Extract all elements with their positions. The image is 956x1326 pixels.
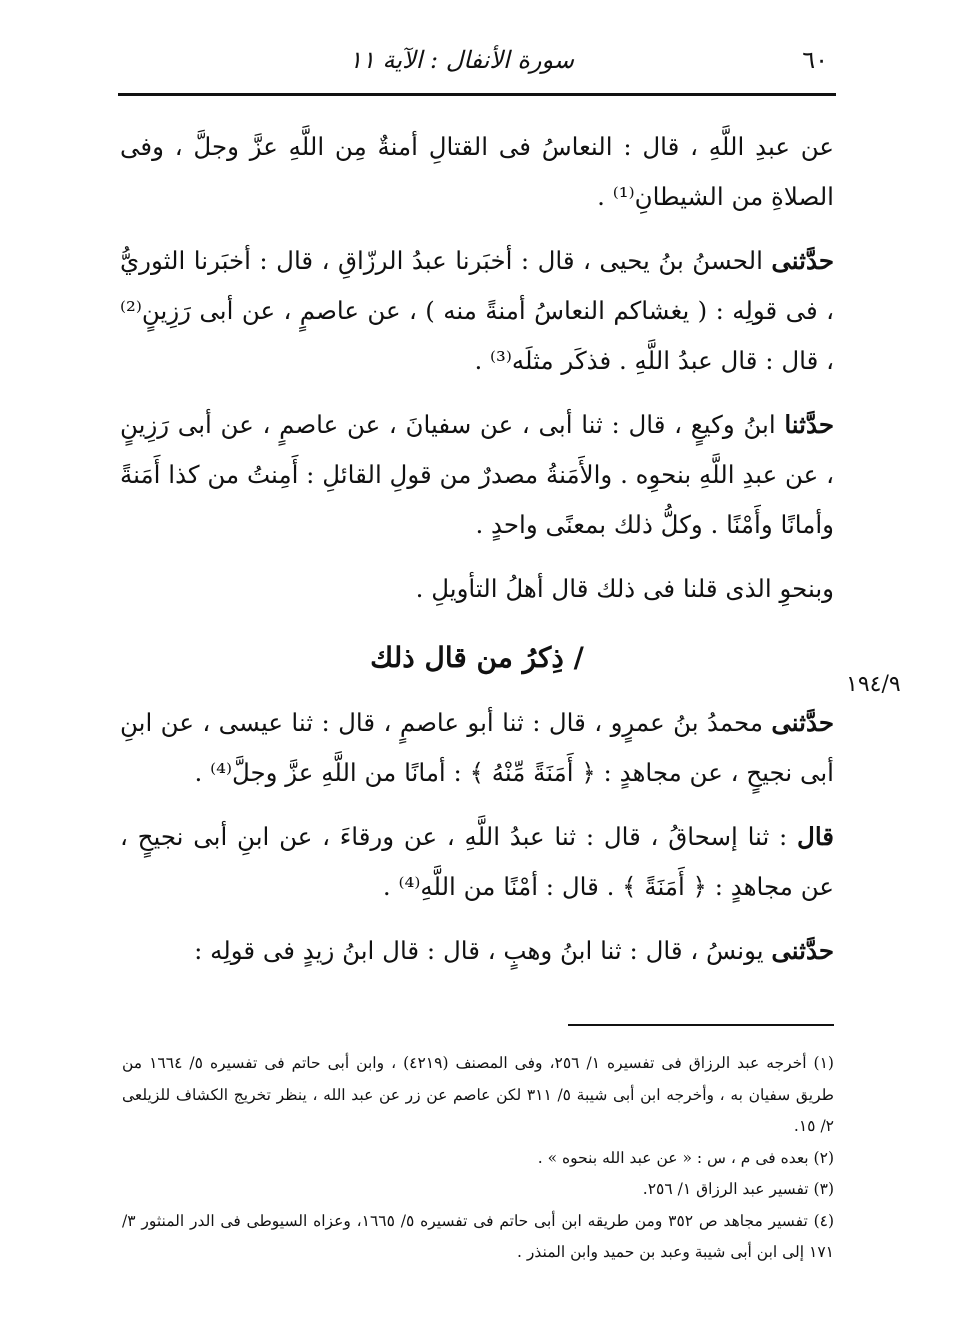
paragraph-4	[120, 564, 834, 614]
paragraph-lead: حدَّثنى	[771, 936, 834, 965]
footnote-1: (١) أخرجه عبد الرزاق فى تفسيره ١/ ٢٥٦، وفى المصنف (٤٢١٩) ، وابن أبى حاتم فى تفسيره ٥/ ١٦٦٤ من طريق سفيان به ، وأخرجه ابن أبى شيبة ٥/ ٣١١ لكن عاصم عن زر عن عبد الله ، ينظر تخريج الكشاف للزيلعى ٢/ ١٥.	[122, 1054, 834, 1135]
footnote-rule	[568, 1024, 834, 1026]
footnote-3: (٣) تفسير عبد الرزاق ١/ ٢٥٦.	[642, 1180, 834, 1198]
paragraph-1	[120, 122, 834, 222]
paragraph-text: ابنُ وكيعٍ ، قال : ثنا أبى ، عن سفيانَ ، عن عاصمٍ ، عن أبى رَزِينٍ ، عن عبدِ اللَّهِ بنحوِه . والأَمَنةُ مصدرٌ من قولِ القائلِ : أَمِنتُ من كذا أَمَنةً وأمانًا وأَمْنًا . وكلُّ ذلك بمعنًى واحدٍ .	[120, 410, 834, 539]
paragraph-3	[120, 400, 834, 550]
section-heading: / ذِكرُ من قال ذلك	[370, 641, 584, 674]
main-text	[120, 122, 834, 990]
paragraph-2	[120, 236, 834, 386]
header-rule	[118, 93, 836, 96]
paragraph-text: عن عبدِ اللَّهِ ، قال : النعاسُ فى القتالِ أمنةٌ مِن اللَّهِ عزَّ وجلَّ ، وفى الصلاةِ من الشيطانِ⁽¹⁾ .	[120, 132, 834, 211]
paragraph-5	[120, 698, 834, 798]
paragraph-lead: قال	[797, 822, 834, 851]
paragraph-6	[120, 812, 834, 912]
paragraph-text: : ثنا إسحاقُ ، قال : ثنا عبدُ اللَّهِ ، عن ورقاءَ ، عن ابنِ أبى نجيحٍ ، عن مجاهدٍ : ﴿ أَمَنَةً ﴾ . قال : أمْنًا من اللَّهِ⁽⁴⁾ .	[120, 822, 834, 901]
page-number: ٦٠	[802, 46, 828, 74]
footnote-2: (٢) بعده فى م ، س : « عن عبد الله بنحوه » .	[537, 1148, 834, 1167]
footnote-4: (٤) تفسير مجاهد ص ٣٥٢ ومن طريقه ابن أبى حاتم فى تفسيره ٥/ ١٦٦٥، وعزاه السيوطى فى الدر المنثور ٣/ ١٧١ إلى ابن أبى شيبة وعبد بن حميد وابن المنذر .	[122, 1211, 835, 1261]
paragraph-text: الحسنُ بنُ يحيى ، قال : أخبَرنا عبدُ الرزّاقِ ، قال : أخبَرنا الثوريُّ ، فى قولِه : ( يغشاكم النعاسُ أمنةً منه ) ، عن عاصمٍ ، عن أبى رَزِينٍ⁽²⁾ ، قال : قال عبدُ اللَّهِ . فذكَر مثلَه⁽³⁾ .	[120, 246, 834, 375]
footnotes	[122, 1048, 834, 1269]
paragraph-text: وبنحوِ الذى قلنا فى ذلك قال أهلُ التأويلِ .	[415, 574, 834, 603]
page-header	[118, 44, 836, 86]
paragraph-lead: حدَّثنى	[771, 246, 834, 275]
paragraph-text: محمدُ بنُ عمرٍو ، قال : ثنا أبو عاصمٍ ، قال : ثنا عيسى ، عن ابنِ أبى نجيحٍ ، عن مجاهدٍ : ﴿ أَمَنَةً مِّنْهُ ﴾ : أمانًا من اللَّهِ عزَّ وجلَّ⁽⁴⁾ .	[120, 708, 834, 787]
paragraph-text: يونسُ ، قال : ثنا ابنُ وهبٍ ، قال : قال ابنُ زيدٍ فى قولِه :	[194, 936, 772, 965]
running-title: سورة الأنفال : الآية ١١	[349, 46, 574, 74]
paragraph-lead: حدَّثنا	[784, 410, 834, 439]
paragraph-7	[120, 926, 834, 976]
margin-reference: ١٩٤/٩	[846, 672, 901, 697]
paragraph-lead: حدَّثنى	[771, 708, 834, 737]
